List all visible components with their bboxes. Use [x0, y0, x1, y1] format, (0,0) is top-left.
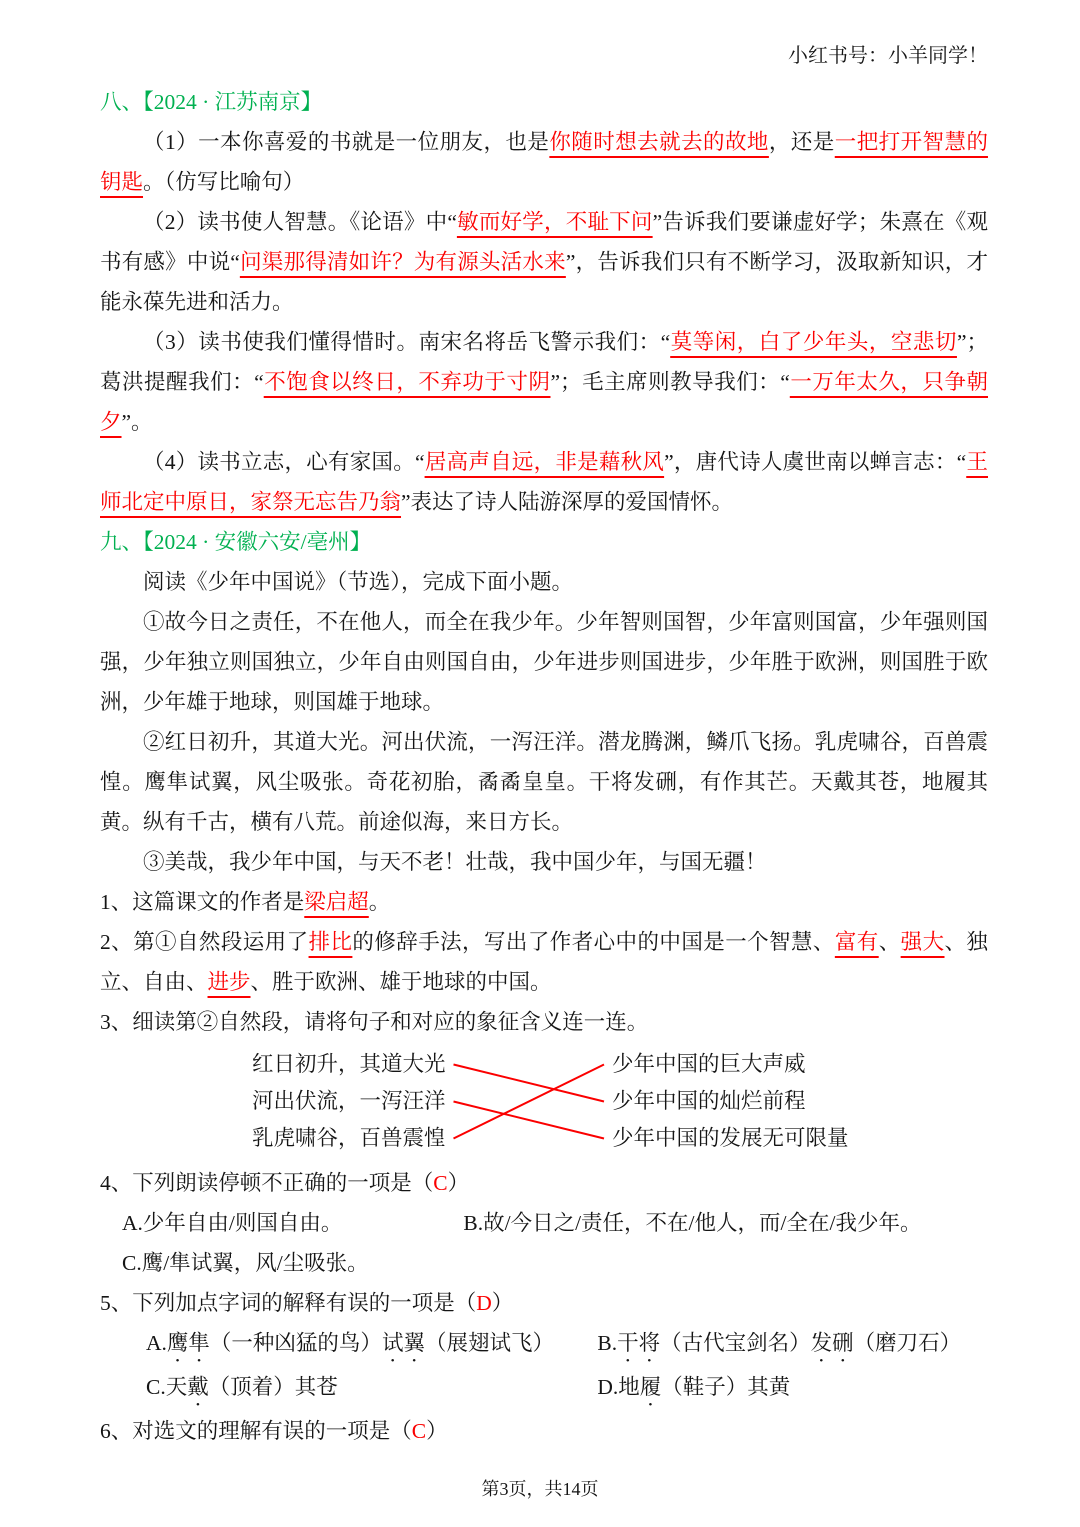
answer-text: 居高声自远，非是藉秋风 — [424, 450, 665, 474]
text-segment: ”告诉我们要谦虚好学；朱熹在《观书有感》中说“ — [100, 210, 989, 274]
question-4-option-c: C.鹰/隼试翼，风/尘吸张。 — [122, 1251, 369, 1275]
section8-paragraph-1 — [100, 122, 988, 202]
text-segment: （一种凶猛的鸟） — [209, 1331, 382, 1355]
text-segment: 5、下列加点字词的解释有误的一项是（ — [100, 1291, 477, 1315]
text-segment: ”。 — [121, 410, 153, 434]
text-segment: 的修辞手法，写出了作者心中的中国是一个智慧、 — [352, 930, 835, 954]
section8-paragraph-2 — [100, 202, 988, 322]
question-3 — [100, 1002, 988, 1042]
text-segment: 阅读《少年中国说》（节选），完成下面小题。 — [143, 570, 574, 594]
text-segment: （鞋子）其黄 — [661, 1375, 791, 1399]
text-segment: （2）读书使人智慧。《论语》中“ — [143, 210, 457, 234]
answer-letter: D — [476, 1291, 492, 1315]
match-left-item: 红日初升，其道大光 — [252, 1052, 446, 1076]
text-segment: ） — [426, 1419, 448, 1443]
text-segment: 。 — [368, 890, 391, 914]
text-segment: 履 — [639, 1375, 662, 1399]
match-right-column — [612, 1046, 849, 1157]
answer-text: 不饱食以终日，不弃功于寸阴 — [263, 370, 551, 394]
match-left-item: 乳虎啸谷，百兽震惶 — [252, 1126, 446, 1150]
question-2 — [100, 922, 988, 1002]
text-segment: ”；毛主席则教导我们：“ — [550, 370, 790, 394]
text-segment: 干将 — [617, 1331, 661, 1355]
question-4-options-row-2 — [100, 1243, 988, 1283]
question-5 — [100, 1283, 988, 1323]
question-6 — [100, 1411, 988, 1451]
text-segment: 鹰隼 — [166, 1331, 210, 1355]
text-segment: 1、这篇课文的作者是 — [100, 890, 305, 914]
match-left-item: 河出伏流，一泻汪洋 — [252, 1089, 446, 1113]
match-right-item: 少年中国的发展无可限量 — [612, 1126, 849, 1150]
answer-text: 排比 — [308, 930, 353, 954]
text-segment: ”，告诉我们只有不断学习，汲取新知识，才能永葆先进和活力。 — [100, 250, 989, 314]
text-segment: D.地 — [597, 1375, 640, 1399]
question-5-option-c — [146, 1367, 592, 1411]
question-1 — [100, 882, 988, 922]
text-segment: 戴 — [187, 1375, 209, 1399]
section9-intro — [100, 562, 988, 602]
document-content — [100, 82, 988, 1451]
text-segment: （展翅试飞） — [424, 1331, 554, 1355]
text-segment: ”表达了诗人陆游深厚的爱国情怀。 — [401, 490, 734, 514]
text-segment: （4）读书立志，心有家国。“ — [143, 450, 425, 474]
text-segment: 2、第①自然段运用了 — [100, 930, 309, 954]
answer-text: 强大 — [900, 930, 945, 954]
match-left-column — [252, 1046, 484, 1157]
question-5-options-row-1 — [100, 1323, 988, 1367]
text-segment: （磨刀石） — [853, 1331, 962, 1355]
answer-letter: C — [433, 1171, 448, 1195]
text-segment: （古代宝剑名） — [660, 1331, 811, 1355]
text-segment: ”，唐代诗人虞世南以蝉言志：“ — [664, 450, 967, 474]
text-segment: 、胜于欧洲、雄于地球的中国。 — [250, 970, 552, 994]
answer-text: 富有 — [834, 930, 879, 954]
answer-text: 梁启超 — [304, 890, 369, 914]
answer-text: 一把打开智慧的钥匙 — [100, 130, 988, 194]
answer-text: 莫等闲，白了少年头，空悲切 — [670, 330, 957, 354]
question-5-options-row-2 — [100, 1367, 988, 1411]
text-segment: 、独立、自由、 — [100, 930, 988, 994]
question-5-option-d — [597, 1375, 790, 1399]
answer-text: 问渠那得清如许？为有源头活水来 — [239, 250, 566, 274]
text-segment: ） — [491, 1291, 514, 1315]
question-5-option-b — [597, 1331, 961, 1355]
match-right-item: 少年中国的灿烂前程 — [612, 1089, 806, 1113]
answer-text: 进步 — [207, 970, 251, 994]
text-segment: ”；葛洪提醒我们：“ — [100, 330, 988, 394]
text-segment: （1）一本你喜爱的书就是一位朋友，也是 — [143, 130, 550, 154]
text-segment: ①故今日之责任，不在他人，而全在我少年。少年智则国智，少年富则国富，少年强则国强，少年独立则国独立，少年自由则国自由，少年进步则国进步，少年胜于欧洲，则国胜于欧洲，少年雄于地球，则国雄于地球。 — [100, 610, 988, 714]
text-segment: 3、细读第②自然段，请将句子和对应的象征含义连一连。 — [100, 1010, 649, 1034]
text-segment: A. — [146, 1331, 167, 1355]
question-4 — [100, 1163, 988, 1203]
section9-passage-2 — [100, 722, 988, 842]
section8-paragraph-4 — [100, 442, 988, 522]
answer-text: 王师北定中原日，家祭无忘告乃翁 — [100, 450, 988, 514]
text-segment: 试翼 — [381, 1331, 425, 1355]
section9-passage-3 — [100, 842, 988, 882]
section8-title: 八、【2024 · 江苏南京】 — [100, 90, 323, 114]
text-segment: B. — [597, 1331, 618, 1355]
text-segment: ③美哉，我少年中国，与天不老！壮哉，我中国少年，与国无疆！ — [143, 850, 767, 874]
text-segment: （3）读书使我们懂得惜时。南宋名将岳飞警示我们：“ — [143, 330, 671, 354]
text-segment: ） — [447, 1171, 470, 1195]
text-segment: ，还是 — [768, 130, 835, 154]
page-footer: 第3页，共14页 — [481, 1479, 599, 1499]
answer-letter: C — [411, 1419, 427, 1443]
text-segment: （顶着）其苍 — [208, 1375, 338, 1399]
question-4-options-row-1 — [100, 1203, 988, 1243]
section8-paragraph-3 — [100, 322, 988, 442]
match-lines-svg — [100, 1046, 988, 1157]
question-5-option-a — [146, 1323, 592, 1367]
answer-text: 一万年太久，只争朝夕 — [100, 370, 988, 434]
text-segment: 6、对选文的理解有误的一项是（ — [100, 1419, 412, 1443]
text-segment: C.天 — [146, 1375, 188, 1399]
question-4-option-a: A.少年自由/则国自由。 — [122, 1211, 343, 1235]
match-right-item: 少年中国的巨大声威 — [612, 1052, 806, 1076]
question-4-option-b: B.故/今日之/责任，不在/他人，而/全在/我少年。 — [463, 1211, 922, 1235]
answer-text: 敏而好学，不耻下问 — [456, 210, 653, 234]
watermark-note: 小红书号：小羊同学！ — [788, 45, 988, 67]
text-segment: 、 — [878, 930, 901, 954]
section9-title: 九、【2024 · 安徽六安/亳州】 — [100, 530, 372, 554]
answer-text: 你随时想去就去的故地 — [549, 130, 769, 154]
text-segment: ②红日初升，其道大光。河出伏流，一泻汪洋。潜龙腾渊，鳞爪飞扬。乳虎啸谷，百兽震惶。鹰隼试翼，风尘吸张。奇花初胎，矞矞皇皇。干将发硎，有作其芒。天戴其苍，地履其黄。纵有千古，横有八荒。前途似海，来日方长。 — [100, 730, 988, 834]
text-segment: 发硎 — [810, 1331, 854, 1355]
section9-passage-1 — [100, 602, 988, 722]
matching-exercise — [100, 1046, 988, 1157]
text-segment: 。（仿写比喻句） — [143, 170, 305, 194]
text-segment: 4、下列朗读停顿不正确的一项是（ — [100, 1171, 434, 1195]
